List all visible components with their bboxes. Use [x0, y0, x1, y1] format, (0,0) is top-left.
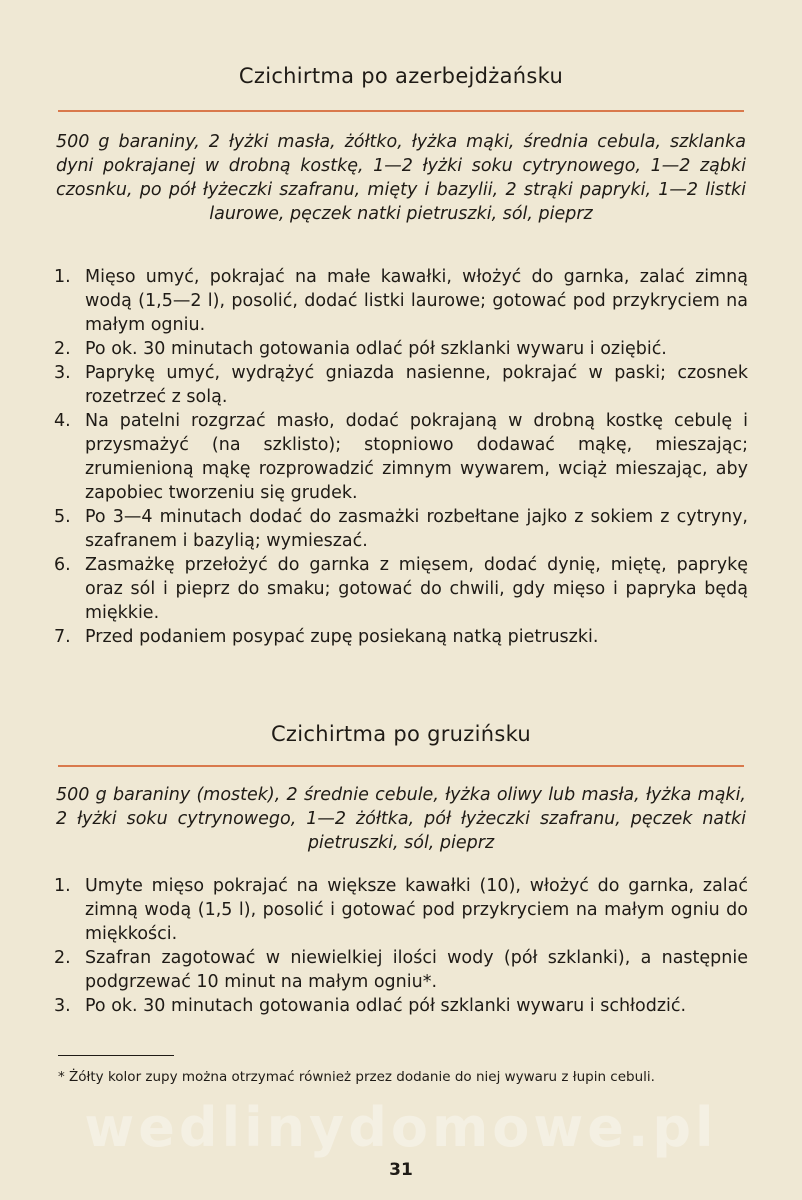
step-text: Szafran zagotować w niewielkiej ilości wody (pół szklanki), a następnie podgrzewać 10 minut na małym ogniu*.	[85, 948, 748, 992]
step-number: 3.	[54, 996, 71, 1016]
step-text: Po ok. 30 minutach gotowania odlać pół szklanki wywaru i oziębić.	[85, 339, 667, 359]
recipe1-step	[54, 409, 748, 505]
recipe2-title-rule	[58, 765, 744, 767]
recipe2-step	[54, 874, 748, 946]
recipe2-steps	[54, 874, 748, 1018]
step-number: 7.	[54, 627, 71, 647]
step-text: Po ok. 30 minutach gotowania odlać pół szklanki wywaru i schłodzić.	[85, 996, 687, 1016]
recipe1-ingredients: 500 g baraniny, 2 łyżki masła, żółtko, łyżka mąki, średnia cebula, szklanka dyni pokrajanej w drobną kostkę, 1—2 łyżki soku cytrynowego, 1—2 ząbki czosnku, po pół łyżeczki szafranu, mięty i bazylii, 2 strąki papryki, 1—2 listki laurowe, pęczek natki pietruszki, sól, pieprz	[56, 132, 746, 224]
step-number: 3.	[54, 363, 71, 383]
recipe1-step	[54, 553, 748, 625]
recipe2-step	[54, 946, 748, 994]
step-text: Mięso umyć, pokrajać na małe kawałki, włożyć do garnka, zalać zimną wodą (1,5—2 l), posolić, dodać listki laurowe; gotować pod przykryciem na małym ogniu.	[85, 267, 748, 335]
recipe2-step	[54, 994, 748, 1018]
recipe2-title: Czichirtma po gruzińsku	[270, 722, 532, 746]
step-text: Na patelni rozgrzać masło, dodać pokrajaną w drobną kostkę cebulę i przysmażyć (na szklisto); stopniowo dodawać mąkę, mieszając; zrumienioną mąkę rozprowadzić zimnym wywarem, wciąż mieszając, aby zapobiec tworzeniu się grudek.	[85, 411, 748, 503]
recipe1-step	[54, 505, 748, 553]
recipe1-step	[54, 625, 748, 649]
step-number: 1.	[54, 267, 71, 287]
step-number: 2.	[54, 948, 71, 968]
page-number: 31	[389, 1160, 413, 1180]
recipe1-steps	[54, 265, 748, 649]
step-text: Umyte mięso pokrajać na większe kawałki (10), włożyć do garnka, zalać zimną wodą (1,5 l), posolić i gotować pod przykryciem na małym ogniu do miękkości.	[85, 876, 748, 944]
step-text: Zasmażkę przełożyć do garnka z mięsem, dodać dynię, miętę, paprykę oraz sól i pieprz do smaku; gotować do chwili, gdy mięso i papryka będą miękkie.	[85, 555, 748, 623]
step-number: 2.	[54, 339, 71, 359]
step-text: Po 3—4 minutach dodać do zasmażki rozbełtane jajko z sokiem z cytryny, szafranem i bazylią; wymieszać.	[85, 507, 748, 551]
step-number: 6.	[54, 555, 71, 575]
footnote: * Żółty kolor zupy można otrzymać również przez dodanie do niej wywaru z łupin cebuli.	[58, 1069, 655, 1085]
step-number: 1.	[54, 876, 71, 896]
recipe1-step	[54, 361, 748, 409]
recipe1-step	[54, 337, 748, 361]
recipe1-title: Czichirtma po azerbejdżańsku	[238, 64, 564, 88]
step-number: 5.	[54, 507, 71, 527]
footnote-divider	[58, 1055, 174, 1056]
step-text: Przed podaniem posypać zupę posiekaną natką pietruszki.	[85, 627, 599, 647]
step-text: Paprykę umyć, wydrążyć gniazda nasienne, pokrajać w paski; czosnek rozetrzeć z solą.	[85, 363, 748, 407]
recipe1-step	[54, 265, 748, 337]
step-number: 4.	[54, 411, 71, 431]
recipe1-title-rule	[58, 110, 744, 112]
recipe2-ingredients: 500 g baraniny (mostek), 2 średnie cebule, łyżka oliwy lub masła, łyżka mąki, 2 łyżki soku cytrynowego, 1—2 żółtka, pół łyżeczki szafranu, pęczek natki pietruszki, sól, pieprz	[56, 785, 746, 853]
watermark: wedlinydomowe.pl	[84, 1096, 718, 1159]
